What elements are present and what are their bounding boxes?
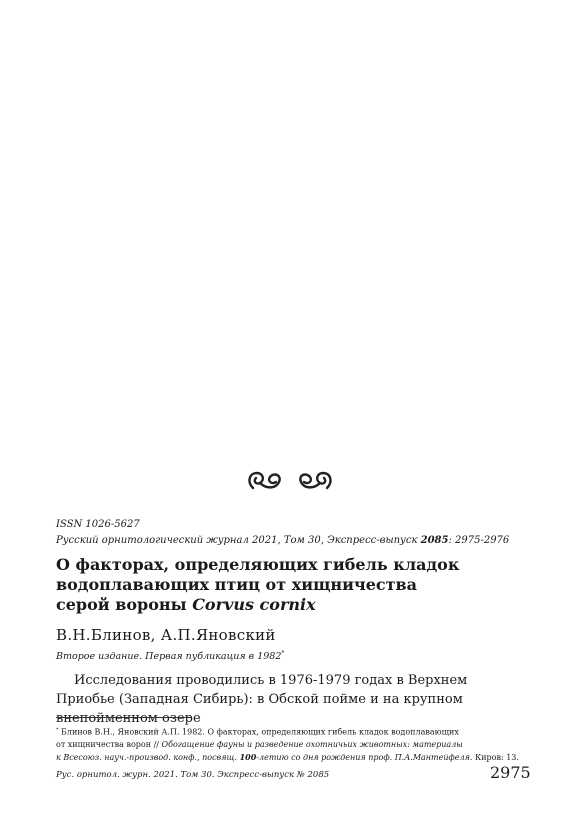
- title-line-3-prefix: серой вороны: [56, 595, 193, 614]
- edition-note: [56, 650, 284, 662]
- footnote: [56, 724, 526, 764]
- footnote-text-b-italic: Обогащение фауны и разведение охотничьих животных: материалы: [161, 739, 463, 749]
- edition-text: Второе издание. Первая публикация в 1982: [56, 651, 282, 663]
- body-paragraph: Исследования проводились в 1976-1979 годах в Верхнем Приобье (Западная Сибирь): в Обской пойме и на крупном внепойменном озере: [56, 673, 468, 726]
- footnote-text-c-bold: 100: [239, 751, 257, 762]
- authors: В.Н.Блинов, А.П.Яновский: [56, 626, 276, 644]
- footnote-text-c-italic: к Всесоюз. науч.-производ. конф., посвящ.: [56, 752, 240, 762]
- footnote-text-b: от хищничества ворон //: [56, 739, 162, 749]
- issue-number: 2085: [420, 535, 449, 546]
- footnote-marker: *: [56, 727, 59, 733]
- fleuron-icon: [245, 468, 335, 494]
- issn-line: [56, 517, 509, 549]
- footnote-divider: [56, 717, 192, 718]
- footnote-text-c-end: . Киров: 13.: [469, 752, 519, 762]
- journal-reference: Русский орнитологический журнал 2021, Том 30, Экспресс-выпуск: [56, 535, 421, 546]
- footnote-text-a: Блинов В.Н., Яновский А.П. 1982. О факторах, определяющих гибель кладок водоплавающих: [58, 727, 459, 737]
- title-line-3: [56, 595, 526, 615]
- title-line-1: О факторах, определяющих гибель кладок: [56, 555, 460, 574]
- issn: ISSN 1026-5627: [56, 519, 140, 530]
- edition-footnote-marker: *: [281, 650, 285, 657]
- decorative-ornament: [0, 468, 580, 498]
- footnote-text-c-italic2: -летию со дня рождения проф. П.А.Мантейфеля: [256, 752, 470, 762]
- article-body: [56, 671, 526, 728]
- species-name: Corvus cornix: [192, 595, 316, 614]
- page-number: 2975: [490, 763, 531, 782]
- page-range: : 2975-2976: [448, 535, 510, 546]
- page-footer: Рус. орнитол. журн. 2021. Том 30. Экспресс-выпуск № 2085: [56, 770, 330, 780]
- article-title: [56, 555, 526, 615]
- title-line-2: водоплавающих птиц от хищничества: [56, 575, 418, 594]
